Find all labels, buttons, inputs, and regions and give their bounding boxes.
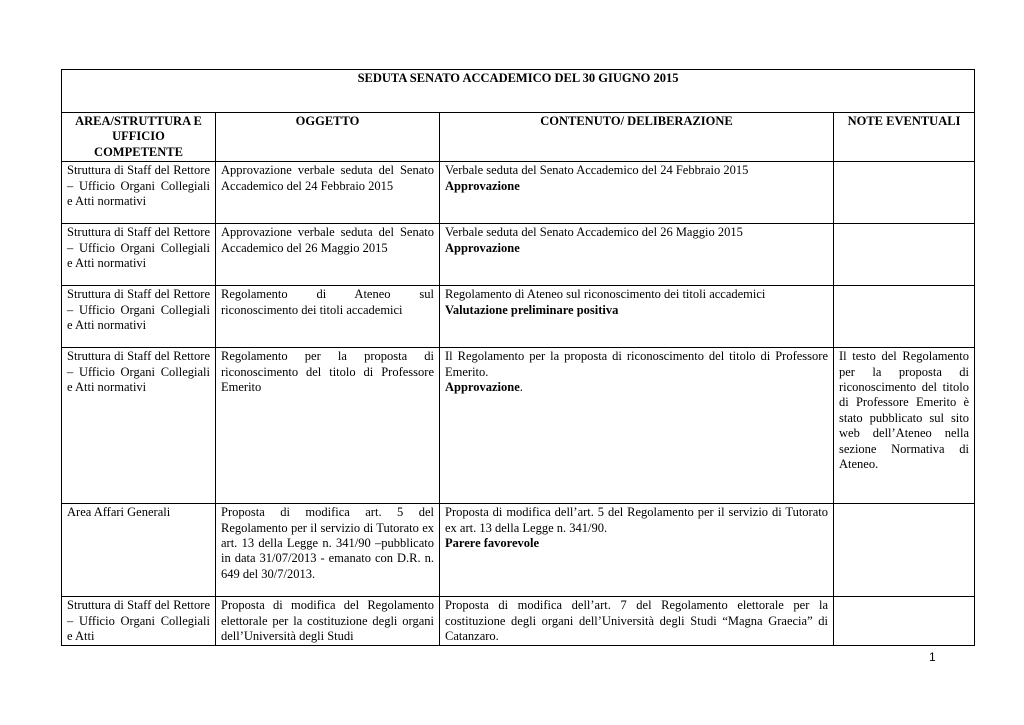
oggetto-cell: Approvazione verbale seduta del Senato Accademico del 26 Maggio 2015 <box>216 224 440 286</box>
contenuto-text: Regolamento di Ateneo sul riconoscimento dei titoli accademici <box>445 287 766 302</box>
contenuto-text: Proposta di modifica dell’art. 7 del Regolamento elettorale per la costituzione degli organi dell’Università degli Studi “Magna Graecia” di Catanzaro. <box>445 598 828 644</box>
note-cell <box>834 162 975 224</box>
note-cell <box>834 286 975 348</box>
oggetto-cell: Approvazione verbale seduta del Senato Accademico del 24 Febbraio 2015 <box>216 162 440 224</box>
header-contenuto: CONTENUTO/ DELIBERAZIONE <box>440 113 834 162</box>
header-oggetto: OGGETTO <box>216 113 440 162</box>
area-cell: Struttura di Staff del Rettore – Ufficio Organi Collegiali e Atti normativi <box>62 224 216 286</box>
table-header-row <box>62 113 975 162</box>
deliberazione-text: Approvazione <box>445 178 520 193</box>
table-row <box>62 162 975 224</box>
contenuto-text: Il Regolamento per la proposta di riconoscimento del titolo di Professore Emerito. <box>445 349 828 379</box>
header-note: NOTE EVENTUALI <box>834 113 975 162</box>
area-cell: Struttura di Staff del Rettore – Ufficio Organi Collegiali e Atti normativi <box>62 348 216 504</box>
oggetto-cell <box>216 597 440 646</box>
table-row <box>62 597 975 646</box>
contenuto-text: Proposta di modifica dell’art. 5 del Regolamento per il servizio di Tutorato ex art. 13 della Legge n. 341/90. <box>445 505 828 535</box>
area-cell: Struttura di Staff del Rettore – Ufficio Organi Collegiali e Atti normativi <box>62 162 216 224</box>
area-text: Struttura di Staff del Rettore – Ufficio Organi Collegiali e Atti <box>67 598 210 644</box>
contenuto-cell <box>440 597 834 646</box>
table-row <box>62 224 975 286</box>
table-row <box>62 504 975 597</box>
deliberazione-text: Valutazione preliminare positiva <box>445 302 619 317</box>
contenuto-cell <box>440 286 834 348</box>
deliberazione-line <box>445 380 828 395</box>
document-title: SEDUTA SENATO ACCADEMICO DEL 30 GIUGNO 2015 <box>62 70 975 113</box>
contenuto-cell <box>440 224 834 286</box>
table-title-row <box>62 70 975 113</box>
table-row <box>62 348 975 504</box>
contenuto-cell <box>440 162 834 224</box>
table-row <box>62 286 975 348</box>
contenuto-cell <box>440 348 834 504</box>
page-number: 1 <box>929 650 936 664</box>
oggetto-cell: Regolamento di Ateneo sul riconoscimento dei titoli accademici <box>216 286 440 348</box>
oggetto-cell: Regolamento per la proposta di riconoscimento del titolo di Professore Emerito <box>216 348 440 504</box>
deliberation-table <box>61 69 975 646</box>
note-cell <box>834 504 975 597</box>
note-cell <box>834 224 975 286</box>
header-area: AREA/STRUTTURA E UFFICIO COMPETENTE <box>62 113 216 162</box>
contenuto-text: Verbale seduta del Senato Accademico del 24 Febbraio 2015 <box>445 163 749 178</box>
deliberazione-suffix: . <box>519 380 523 395</box>
oggetto-text: Proposta di modifica del Regolamento elettorale per la costituzione degli organi dell’Università degli Studi <box>221 598 434 644</box>
note-cell: Il testo del Regolamento per la proposta di riconoscimento del titolo di Professore Emerito è stato pubblicato sul sito web dell’Ateneo nella sezione Normativa di Ateneo. <box>834 348 975 504</box>
deliberazione-text: Approvazione <box>445 240 520 255</box>
area-cell: Area Affari Generali <box>62 504 216 597</box>
note-cell <box>834 597 975 646</box>
area-cell <box>62 597 216 646</box>
contenuto-cell <box>440 504 834 597</box>
deliberazione-text: Approvazione <box>445 380 520 395</box>
area-cell: Struttura di Staff del Rettore – Ufficio Organi Collegiali e Atti normativi <box>62 286 216 348</box>
oggetto-cell: Proposta di modifica art. 5 del Regolamento per il servizio di Tutorato ex art. 13 della Legge n. 341/90 –pubblicato in data 31/07/2013 - emanato con D.R. n. 649 del 30/7/2013. <box>216 504 440 597</box>
contenuto-text: Verbale seduta del Senato Accademico del 26 Maggio 2015 <box>445 225 743 240</box>
deliberazione-text: Parere favorevole <box>445 536 540 551</box>
